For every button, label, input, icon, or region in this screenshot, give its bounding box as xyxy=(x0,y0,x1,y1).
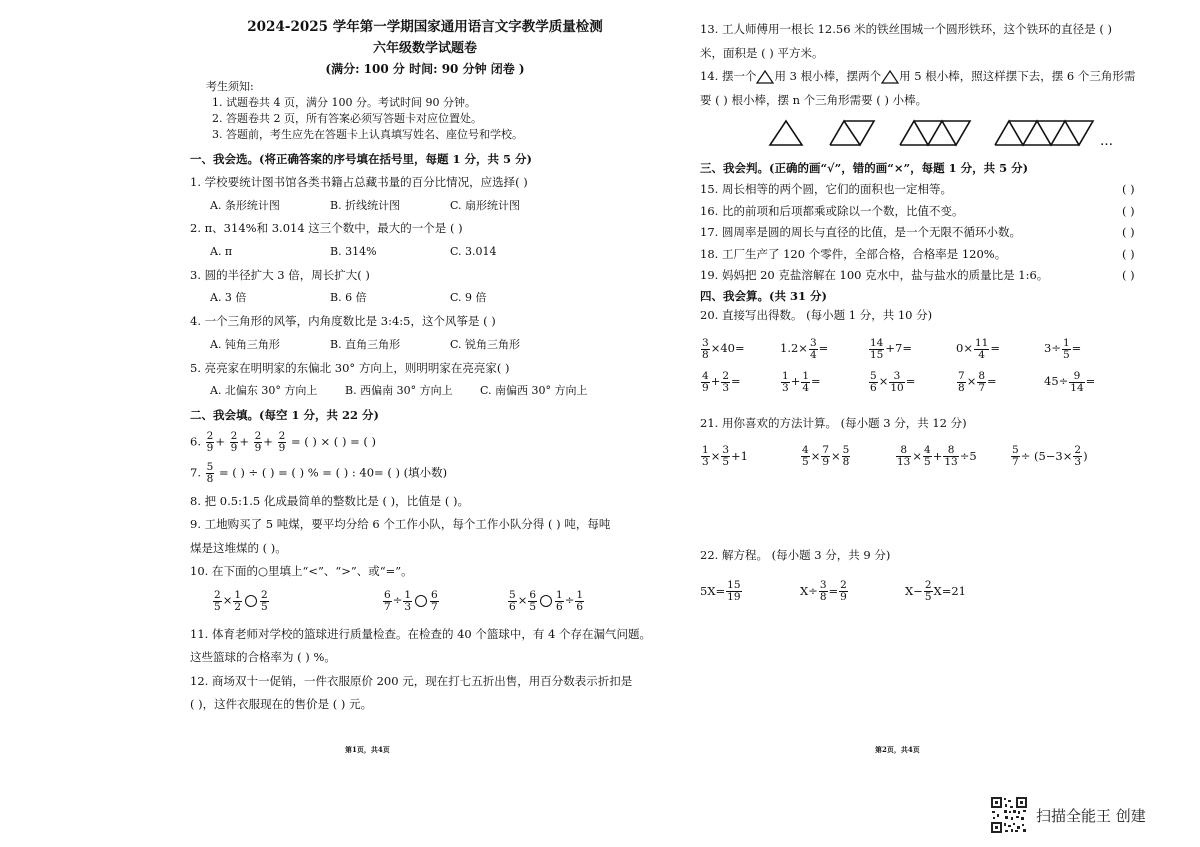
question-18: 18. 工厂生产了 120 个零件，全部合格，合格率是 120%。 ( ) xyxy=(700,247,1170,263)
triangle-pattern xyxy=(750,118,1170,153)
option-a: A. 钝角三角形 xyxy=(210,337,280,351)
exam-subtitle: 六年级数学试题卷 xyxy=(372,41,477,57)
triangle-sticks-diagram xyxy=(750,118,1150,148)
triangle-icon xyxy=(881,70,899,84)
question-6: 6. $\frac{2}{9}$ + $\frac{2}{9}$ + $\frac{2}{9}$ + $\frac{2}{9}$ = ( ) × ( ) = ( ) xyxy=(190,430,377,455)
question-13-line-2: 米，面积是 ( ) 平方米。 xyxy=(700,45,824,60)
question-8: 8. 把 0.5:1.5 化成最简单的整数比是 ( )，比值是 ( )。 xyxy=(190,493,469,508)
question-1: 1. 学校要统计图书馆各类书籍占总藏书量的百分比情况，应选择( ) xyxy=(190,175,528,190)
direct-calc-row-1: $\frac{3}{8}$ ×40= 1.2× $\frac{3}{4}$ = $\frac{14}{15}$ +7= 0× $\frac{11}{4}$ = 3÷ $\frac{1}{5}$ = xyxy=(702,336,1082,361)
exam-page-right xyxy=(700,10,1170,603)
question-14-line-2: 要 ( ) 根小棒，摆 n 个三角形需要 ( ) 小棒。 xyxy=(700,92,928,107)
option-c: C. 3.014 xyxy=(450,245,497,258)
question-9-line-2: 煤是这堆煤的 ( )。 xyxy=(190,540,287,555)
option-c: C. 锐角三角形 xyxy=(450,337,521,351)
answer-bracket[interactable]: ( ) xyxy=(1122,182,1135,197)
question-14-line-1: 14. 摆一个 用 3 根小棒，摆两个 用 5 根小棒，照这样摆下去，摆 6 个三角形需 xyxy=(700,69,1136,84)
option-a: A. π xyxy=(210,245,233,258)
compare-expr-3: $\frac{5}{6}$ × $\frac{6}{5}$ $\frac{1}{6}$ ÷ $\frac{1}{6}$ xyxy=(509,588,584,613)
question-2-options xyxy=(210,245,660,260)
question-7: 7. $\frac{5}{8}$ = ( ) ÷ ( ) = ( ) % = ( ) : 40= ( ) (填小数) xyxy=(190,461,448,486)
page-footer-right: 第2页，共4页 xyxy=(875,745,920,754)
section-judge-heading: 三、我会判。(正确的画“√”，错的画“×”，每题 1 分，共 5 分) xyxy=(700,160,1029,175)
option-a: A. 北偏东 30° 方向上 xyxy=(210,384,318,398)
notice-3: 3. 答题前，考生应先在答题卡上认真填写姓名、座位号和学校。 xyxy=(212,127,523,141)
question-2: 2. π、314%和 3.014 这三个数中，最大的一个是 ( ) xyxy=(190,221,463,236)
question-12-line-1: 12. 商场双十一促销，一件衣服原价 200 元，现在打七五折出售，用百分数表示折扣是 xyxy=(190,673,633,688)
question-21: 21. 用你喜欢的方法计算。 (每小题 3 分，共 12 分) xyxy=(700,415,967,430)
section-choice-heading: 一、我会选。(将正确答案的序号填在括号里，每题 1 分，共 5 分) xyxy=(190,151,532,166)
question-9-line-1: 9. 工地购买了 5 吨煤，要平均分给 6 个工作小队，每个工作小队分得 ( ) 吨，每吨 xyxy=(190,517,611,532)
question-19: 19. 妈妈把 20 克盐溶解在 100 克水中，盐与盐水的质量比是 1:6。 ( ) xyxy=(700,268,1170,284)
equation-row: 5X= $\frac{15}{19}$ X÷ $\frac{3}{8}$ = $\frac{2}{9}$ X− $\frac{2}{5}$ X=21 xyxy=(700,578,966,603)
question-22: 22. 解方程。 (每小题 3 分，共 9 分) xyxy=(700,548,891,563)
compare-circle[interactable] xyxy=(245,595,257,607)
question-10-expressions xyxy=(212,590,660,613)
answer-bracket[interactable]: ( ) xyxy=(1122,225,1135,240)
free-calc-row: $\frac{1}{3}$ × $\frac{3}{5}$ +1 $\frac{4}{5}$ × $\frac{7}{9}$ × $\frac{5}{8}$ $\frac{8}{13}$ × $\frac{4}{5}$ + $\frac{8}{13}$ ÷5 $\frac{5}{7}$ ÷ (5−3× $\frac{2}{3}$ ) xyxy=(702,444,1088,469)
question-3-options xyxy=(210,291,660,306)
question-5-options xyxy=(210,384,660,399)
qr-code-icon xyxy=(990,796,1028,834)
question-1-options xyxy=(210,199,660,214)
notice-1: 1. 试题卷共 4 页，满分 100 分。考试时间 90 分钟。 xyxy=(212,95,476,109)
question-11-line-1: 11. 体育老师对学校的篮球进行质量检查。在检查的 40 个篮球中，有 4 个存在漏气问题。 xyxy=(190,626,652,641)
compare-circle[interactable] xyxy=(415,595,427,607)
page-footer-left: 第1页，共4页 xyxy=(345,745,390,754)
triangle-icon xyxy=(756,70,774,84)
question-5: 5. 亮亮家在明明家的东偏北 30° 方向上，则明明家在亮亮家( ) xyxy=(190,360,510,375)
option-b: B. 314% xyxy=(330,245,377,258)
fraction: $\frac{2}{9}$ xyxy=(206,430,214,455)
section-calc-heading: 四、我会算。(共 31 分) xyxy=(700,288,827,303)
option-b: B. 西偏南 30° 方向上 xyxy=(345,384,453,398)
answer-bracket[interactable]: ( ) xyxy=(1122,246,1135,261)
option-a: A. 3 倍 xyxy=(210,291,247,305)
exam-meta: (满分: 100 分 时间: 90 分钟 闭卷 ) xyxy=(325,61,525,76)
fraction: $\frac{2}{9}$ xyxy=(278,430,286,455)
option-c: C. 9 倍 xyxy=(450,291,487,305)
exam-page-left xyxy=(190,10,660,713)
question-3: 3. 圆的半径扩大 3 倍，周长扩大( ) xyxy=(190,267,370,282)
question-4: 4. 一个三角形的风筝，内角度数比是 3:4:5，这个风筝是 ( ) xyxy=(190,314,496,329)
fraction: $\frac{2}{9}$ xyxy=(254,430,262,455)
question-7-tail: = ( ) ÷ ( ) = ( ) % = ( ) : 40= ( ) (填小数) xyxy=(218,465,448,480)
option-c: C. 南偏西 30° 方向上 xyxy=(480,384,588,398)
question-4-options xyxy=(210,338,660,353)
question-10: 10. 在下面的○里填上“<”、“>”、或“=”。 xyxy=(190,564,413,579)
answer-bracket[interactable]: ( ) xyxy=(1122,203,1135,218)
option-a: A. 条形统计图 xyxy=(210,198,280,212)
question-11-line-2: 这些篮球的合格率为 ( ) %。 xyxy=(190,650,336,665)
question-16: 16. 比的前项和后项都乘或除以一个数，比值不变。 ( ) xyxy=(700,204,1170,220)
section-fill-heading: 二、我会填。(每空 1 分，共 22 分) xyxy=(190,407,379,422)
question-6-tail: = ( ) × ( ) = ( ) xyxy=(290,434,377,449)
fraction: $\frac{5}{8}$ xyxy=(206,461,214,486)
compare-circle[interactable] xyxy=(540,595,552,607)
scanner-watermark xyxy=(990,796,1146,834)
option-c: C. 扇形统计图 xyxy=(450,198,521,212)
exam-title: 2024-2025 学年第一学期国家通用语言文字教学质量检测 xyxy=(247,19,603,35)
option-b: B. 折线统计图 xyxy=(330,198,401,212)
fraction: $\frac{2}{9}$ xyxy=(230,430,238,455)
compare-expr-1: $\frac{2}{5}$ × $\frac{1}{2}$ $\frac{2}{5}$ xyxy=(214,588,268,613)
watermark-text: 扫描全能王 创建 xyxy=(1036,806,1146,825)
notice-2: 2. 答题卷共 2 页，所有答案必须写答题卡对应位置处。 xyxy=(212,111,482,125)
option-b: B. 直角三角形 xyxy=(330,337,401,351)
answer-bracket[interactable]: ( ) xyxy=(1122,268,1135,283)
option-b: B. 6 倍 xyxy=(330,291,367,305)
question-17: 17. 圆周率是圆的周长与直径的比值，是一个无限不循环小数。 ( ) xyxy=(700,225,1170,241)
question-20: 20. 直接写出得数。 (每小题 1 分，共 10 分) xyxy=(700,308,933,323)
compare-expr-2: $\frac{6}{7}$ ÷ $\frac{1}{3}$ $\frac{6}{7}$ xyxy=(384,588,438,613)
question-12-line-2: ( )，这件衣服现在的售价是 ( ) 元。 xyxy=(190,697,373,712)
question-13-line-1: 13. 工人师傅用一根长 12.56 米的铁丝围城一个圆形铁环，这个铁环的直径是 ( ) xyxy=(700,22,1112,36)
question-15: 15. 周长相等的两个圆，它们的面积也一定相等。 ( ) xyxy=(700,182,1170,198)
ellipsis: … xyxy=(1100,134,1113,149)
notice-heading: 考生须知: xyxy=(206,79,254,93)
direct-calc-row-2: $\frac{4}{9}$ + $\frac{2}{3}$ = $\frac{1}{3}$ + $\frac{1}{4}$ = $\frac{5}{6}$ × $\frac{3}{10}$ = $\frac{7}{8}$ × $\frac{8}{7}$ = 45÷ $\frac{9}{14}$ = xyxy=(702,369,1096,394)
